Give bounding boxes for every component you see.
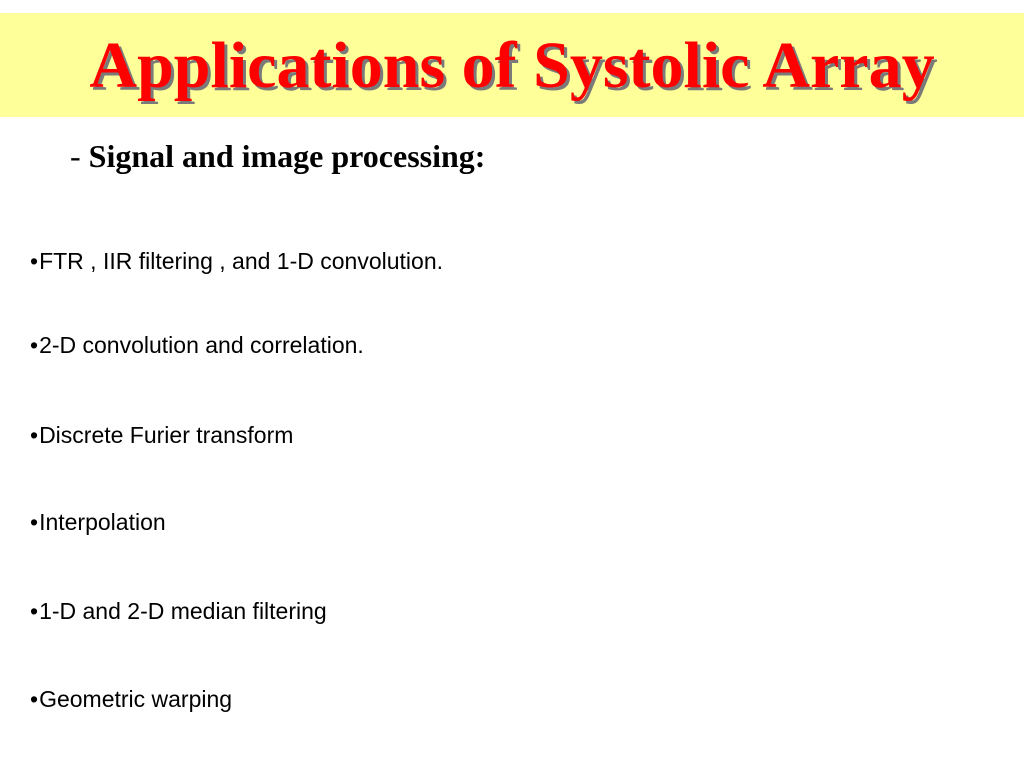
bullet-text: FTR , IIR filtering , and 1-D convolution.	[39, 248, 443, 274]
bullet-mark: •	[30, 248, 39, 274]
bullet-item-median-filtering	[30, 596, 327, 626]
bullet-text: Discrete Furier transform	[39, 422, 294, 448]
bullet-text: 2-D convolution and correlation.	[39, 332, 364, 358]
bullet-mark: •	[30, 509, 39, 535]
bullet-item-fir-iir	[30, 246, 443, 276]
bullet-item-fourier	[30, 420, 293, 450]
bullet-item-geometric-warping	[30, 684, 232, 714]
bullet-item-interpolation	[30, 507, 166, 537]
subtitle-dash: -	[70, 138, 81, 174]
bullet-mark: •	[30, 686, 39, 712]
bullet-mark: •	[30, 332, 39, 358]
bullet-item-2d-convolution	[30, 330, 364, 360]
subtitle-text: Signal and image processing:	[88, 138, 486, 174]
bullet-text: 1-D and 2-D median filtering	[39, 598, 327, 624]
bullet-mark: •	[30, 598, 39, 624]
slide-title: Applications of Systolic Array	[89, 29, 935, 102]
bullet-text: Geometric warping	[39, 686, 233, 712]
bullet-mark: •	[30, 422, 39, 448]
section-subtitle	[70, 134, 485, 178]
bullet-text: Interpolation	[39, 509, 166, 535]
